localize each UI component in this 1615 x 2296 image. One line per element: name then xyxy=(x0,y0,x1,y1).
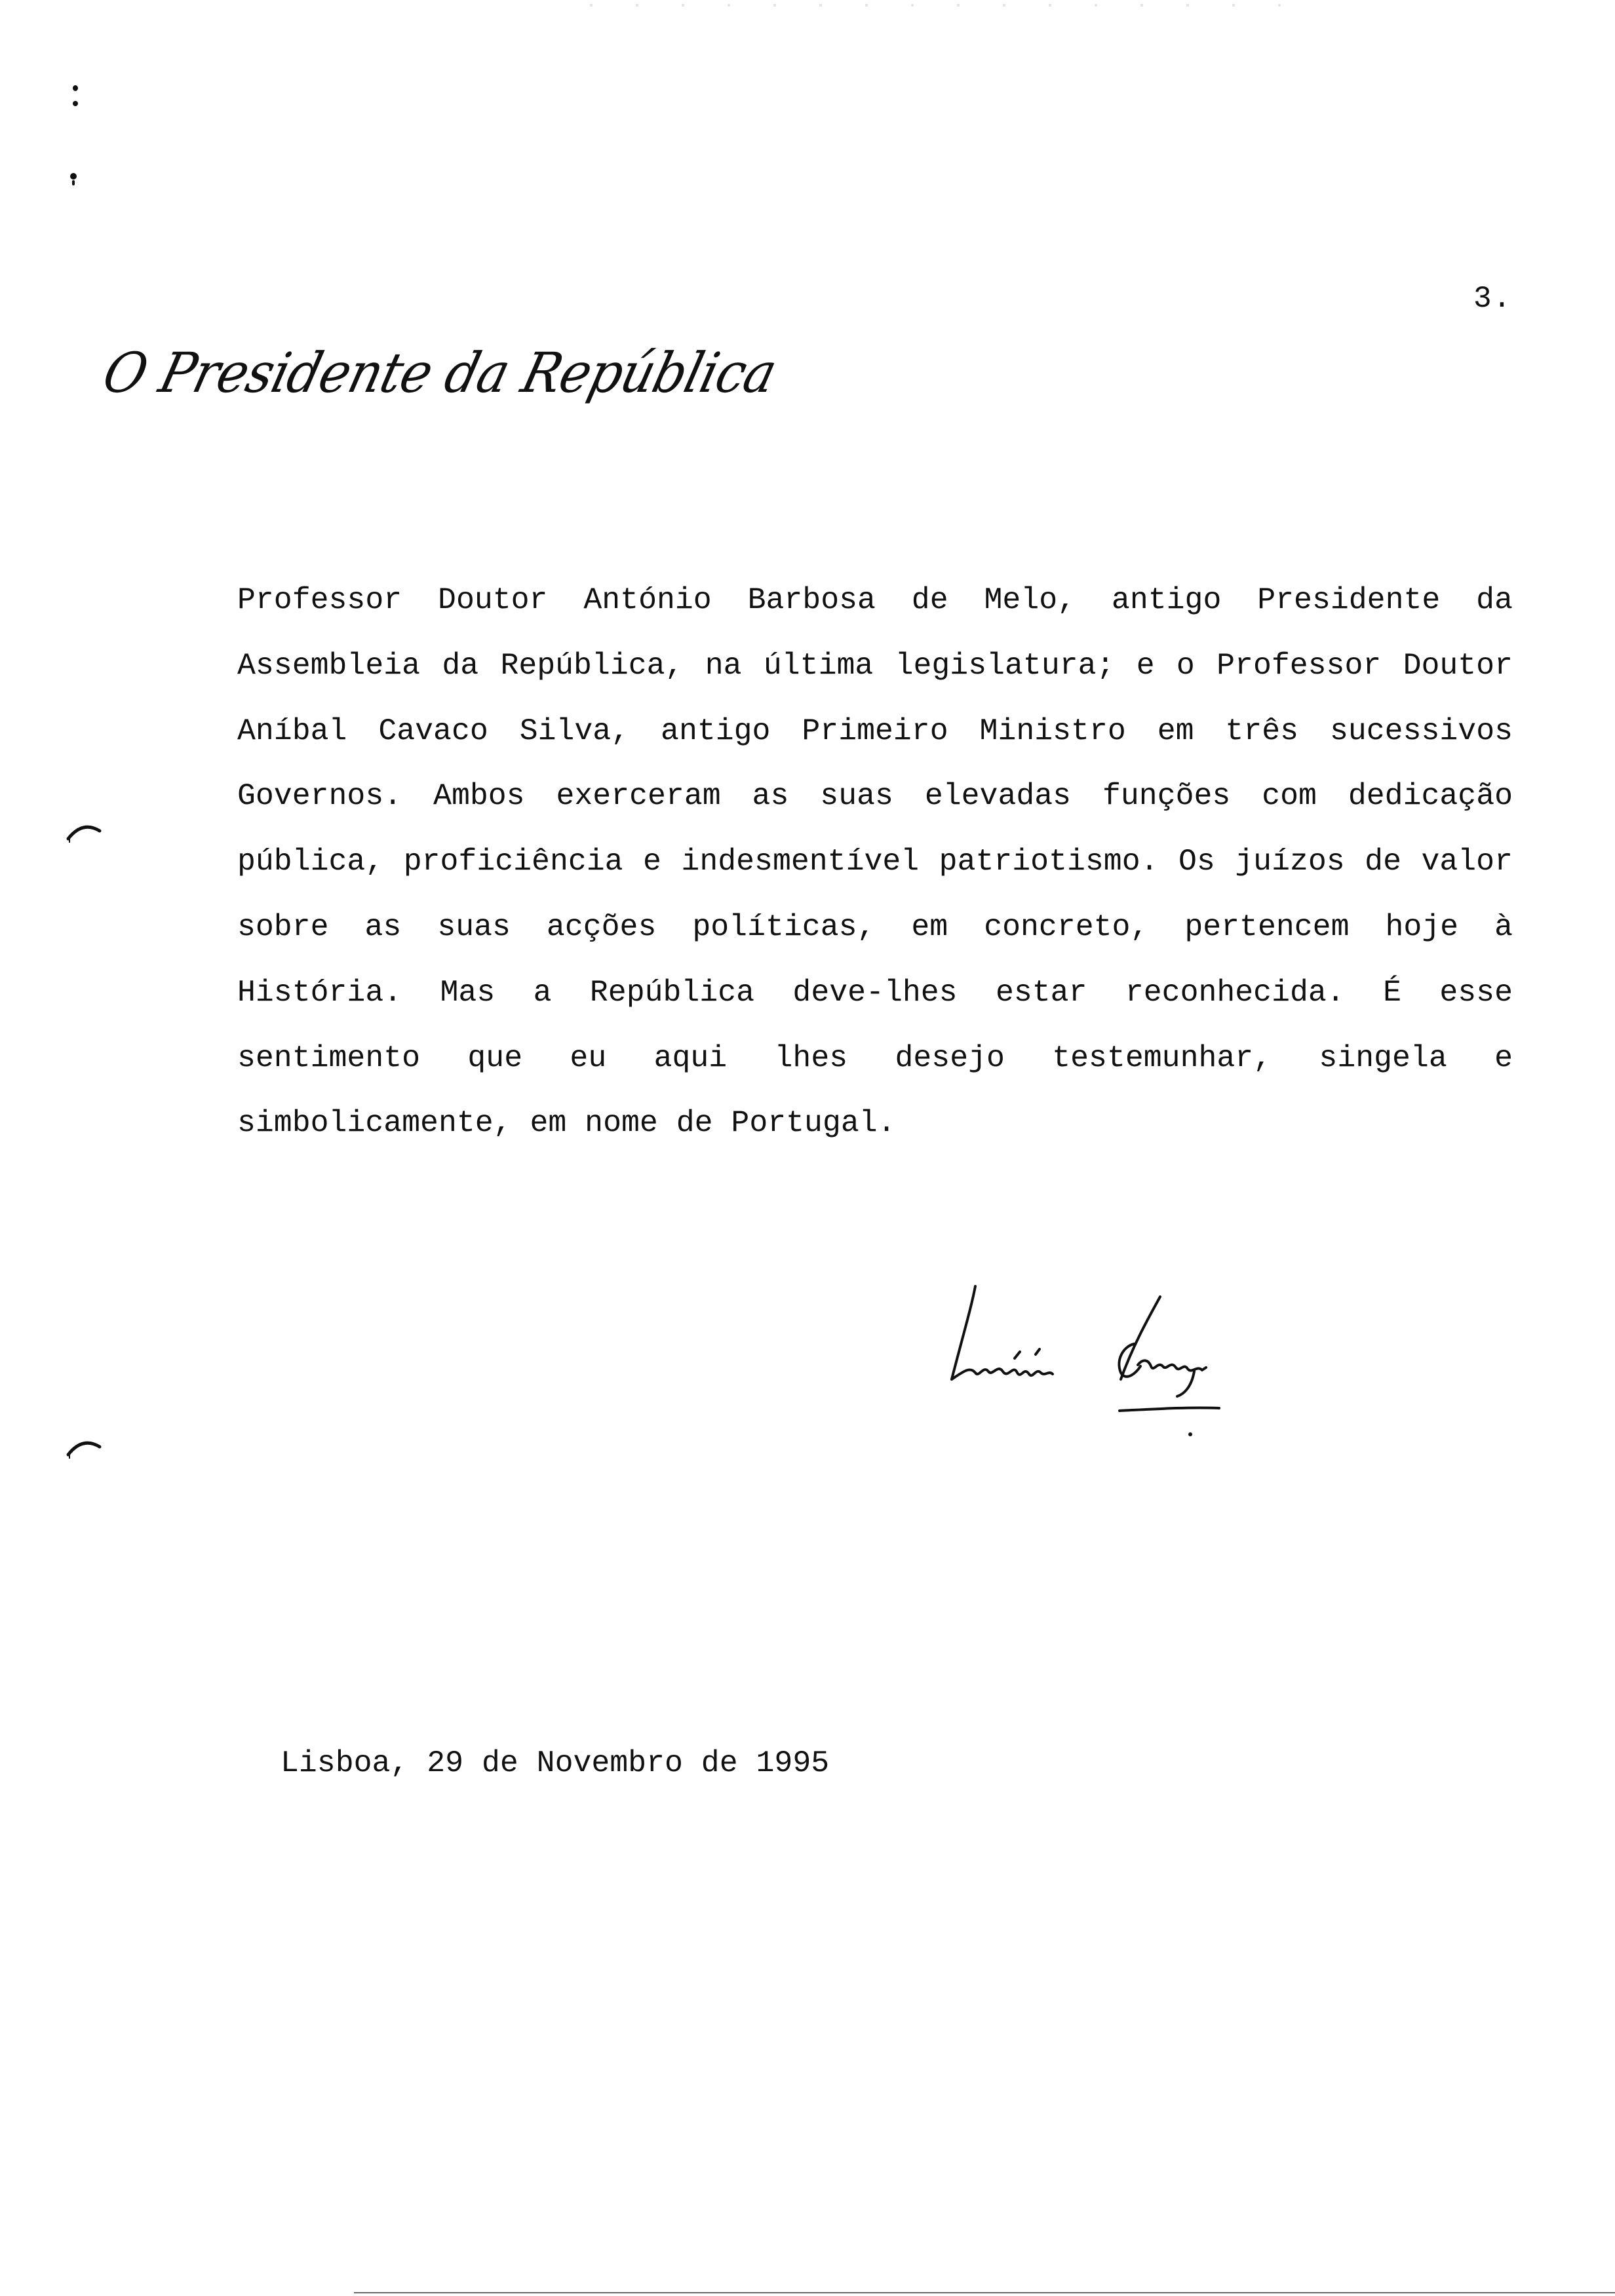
punch-hole-mark-upper xyxy=(66,819,102,845)
page-number: 3. xyxy=(1473,282,1513,316)
place-date: Lisboa, 29 de Novembro de 1995 xyxy=(281,1746,830,1780)
scan-speckle xyxy=(590,4,1311,7)
body-paragraph: Professor Doutor António Barbosa de Melo, antigo Presidente da Assembleia da República, na última legislatura; e o Professor Doutor Aníbal Cavaco Silva, antigo Primeiro Ministro em três sucessivos Governos. Ambos exerceram as suas elevadas funções com dedicação pública, proficiência e indesmentível patriotismo. Os juízos de valor sobre as suas acções políticas, em concreto, pertencem hoje à História. Mas a República deve-lhes estar reconhecida. É esse sentimento que eu aqui lhes desejo testemunhar, singela e simbolicamente, em nome de Portugal. xyxy=(237,583,1513,1141)
bottom-edge-line xyxy=(354,2292,1615,2293)
letterhead-title: O Presidente da República xyxy=(96,341,783,405)
punch-hole-mark-lower xyxy=(66,1435,102,1461)
letterhead xyxy=(96,341,783,426)
handwritten-signature xyxy=(937,1281,1226,1438)
